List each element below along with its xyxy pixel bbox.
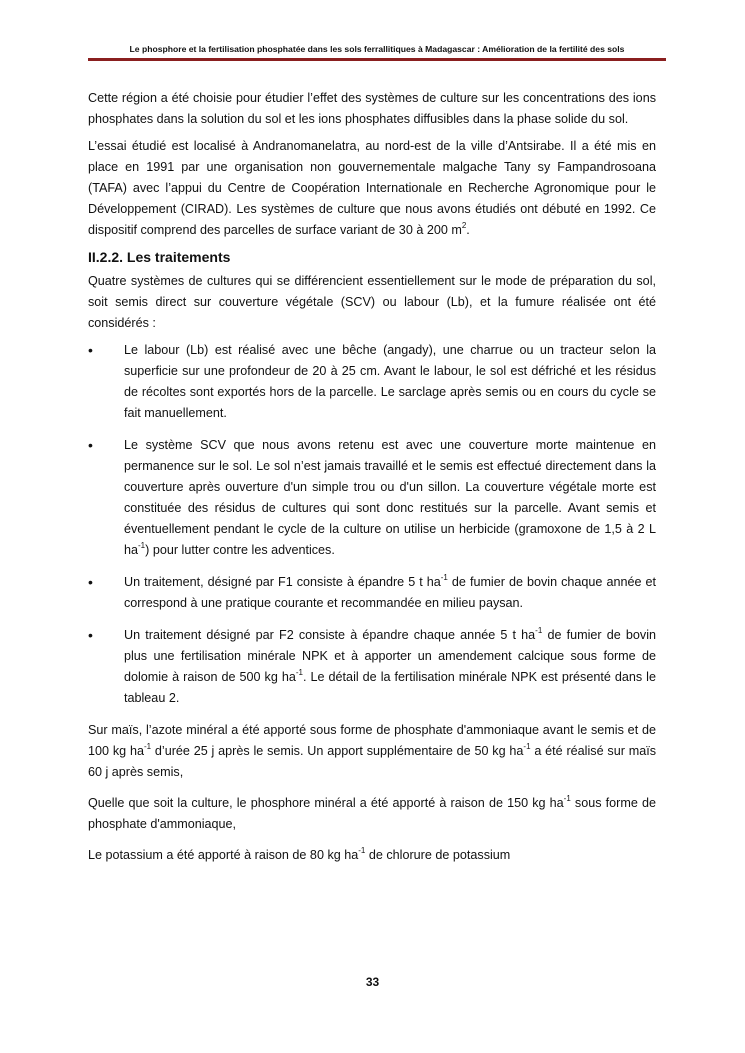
list-item: [88, 340, 656, 424]
superscript: 2: [461, 220, 467, 230]
paragraph-text: a été réalisé sur maïs 60 j après semis,: [88, 744, 656, 779]
paragraph-text: .: [466, 223, 470, 237]
paragraph-text: Quelle que soit la culture, le phosphore minéral a été apporté à raison de 150 kg ha: [88, 796, 564, 810]
list-item-text: ) pour lutter contre les adventices.: [145, 543, 335, 557]
list-item: [88, 572, 656, 614]
paragraph-text: Le potassium a été apporté à raison de 80 kg ha: [88, 848, 359, 862]
bullet-icon: •: [88, 437, 93, 453]
list-item-text: de fumier de bovin plus une fertilisation minérale NPK et à apporter un amendement calcique sous forme de dolomie à raison de 500 kg ha: [124, 628, 657, 684]
main-content: [88, 88, 656, 872]
paragraph-text: sous forme de phosphate d'ammoniaque,: [88, 796, 656, 831]
bullet-icon: •: [88, 574, 93, 590]
superscript: -1: [440, 572, 448, 582]
list-item-text: Un traitement, désigné par F1 consiste à épandre 5 t ha: [124, 575, 441, 589]
superscript: -1: [295, 667, 303, 677]
running-header: Le phosphore et la fertilisation phosphatée dans les sols ferrallitiques à Madagascar : Amélioration de la fertilité des sols: [129, 44, 625, 54]
bullet-icon: •: [88, 627, 93, 643]
list-item-text: Un traitement désigné par F2 consiste à épandre chaque année 5 t ha: [124, 628, 536, 642]
superscript: -1: [563, 793, 571, 803]
paragraph-potassium: [88, 845, 656, 866]
superscript: -1: [138, 540, 146, 550]
paragraph-text: d’urée 25 j après le semis. Un apport supplémentaire de 50 kg ha: [151, 744, 524, 758]
section-heading: II.2.2. Les traitements: [88, 249, 231, 265]
list-item: [88, 435, 656, 561]
paragraph-nitrogen: [88, 720, 656, 783]
superscript: -1: [523, 741, 531, 751]
header-rule: [88, 58, 666, 61]
bullet-icon: •: [88, 342, 93, 358]
paragraph-text: Sur maïs, l’azote minéral a été apporté sous forme de phosphate d'ammoniaque avant le semis et de 100 kg ha: [88, 723, 656, 758]
list-item-text: de fumier de bovin chaque année et correspond à une pratique courante et recommandée en milieu paysan.: [124, 575, 656, 610]
paragraph-phosphorus: [88, 793, 656, 835]
superscript: -1: [143, 741, 152, 751]
list-item-text: Le labour (Lb) est réalisé avec une bêche (angady), une charrue ou un tracteur selon la superficie sur une profondeur de 20 à 25 cm. Avant le labour, le sol est défriché et les résidus de récoltes sont exportés hors de la parcelle. Le sarclage après semis ou en cours du cycle se fait manuellement.: [124, 343, 656, 420]
paragraph-systems-intro: Quatre systèmes de cultures qui se différencient essentiellement sur le mode de préparation du sol, soit semis direct sur couverture végétale (SCV) ou labour (Lb), et la fumure réalisée ont été considérés :: [88, 274, 656, 330]
paragraph-trial-location: [88, 136, 656, 241]
paragraph-text: L’essai étudié est localisé à Andranomanelatra, au nord-est de la ville d’Antsirabe. Il a été mis en place en 1991 par une organisation non gouvernementale malgache Tany sy Fampandrosoana (TAFA) avec l’appui du Centre de Coopération Internationale en Recherche Agronomique pour le Développement (CIRAD). Les systèmes de culture que nous avons étudiés ont débuté en 1992. Ce dispositif comprend des parcelles de surface variant de 30 à 200 m: [88, 139, 656, 237]
page-number: 33: [365, 975, 380, 989]
list-item-text: . Le détail de la fertilisation minérale NPK est présenté dans le tableau 2.: [124, 670, 656, 705]
superscript: -1: [535, 625, 543, 635]
treatments-list: [88, 340, 656, 709]
paragraph-region-choice: Cette région a été choisie pour étudier l’effet des systèmes de culture sur les concentrations des ions phosphates dans la solution du sol et les ions phosphates diffusibles dans la phase solide du sol.: [88, 91, 656, 126]
list-item: [88, 625, 656, 709]
paragraph-text: de chlorure de potassium: [365, 848, 511, 862]
list-item-text: Le système SCV que nous avons retenu est avec une couverture morte maintenue en permanence sur le sol. Le sol n’est jamais travaillé et le semis est effectué directement dans la couverture après ouverture d'un simple trou ou d'un sillon. La couverture végétale morte est constituée des résidus de cultures qui sont donc restitués sur la parcelle. Avant semis et éventuellement pendant le cycle de la culture on utilise un herbicide (gramoxone de 1,5 à 2 L ha: [124, 438, 656, 557]
superscript: -1: [358, 845, 366, 855]
